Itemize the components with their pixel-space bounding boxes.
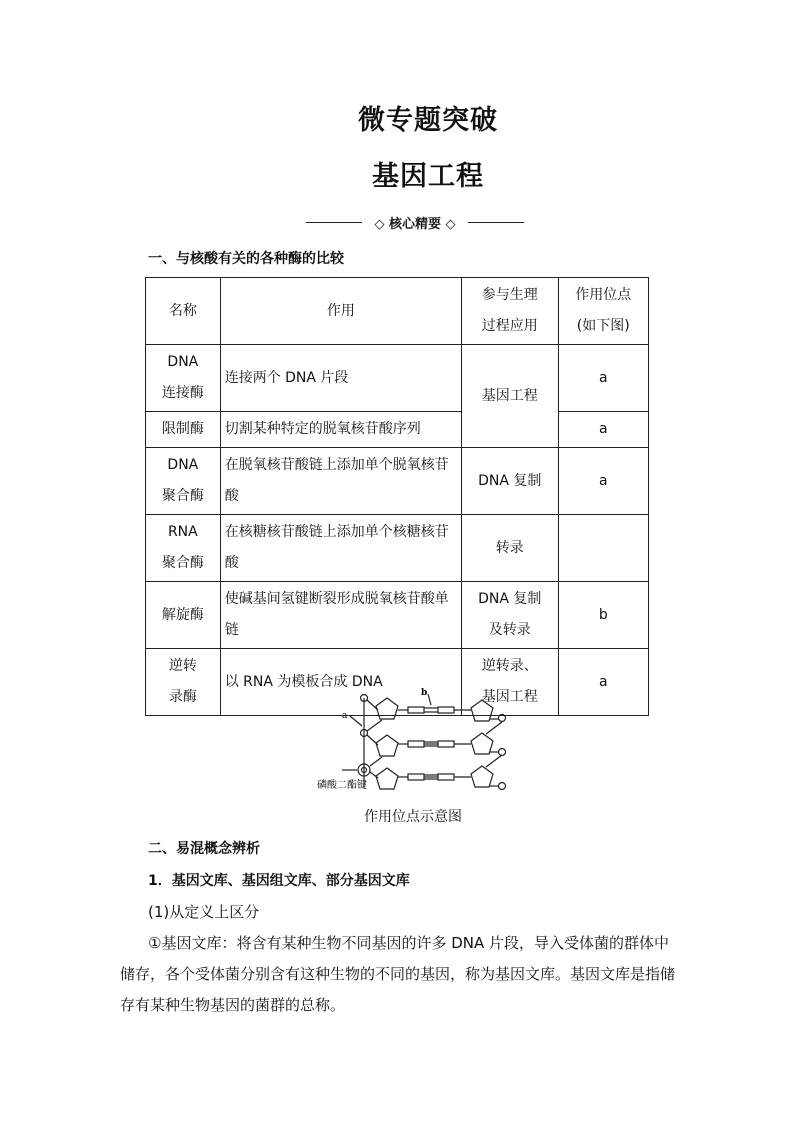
name-line1: 逆转 xyxy=(168,658,197,674)
phosphate xyxy=(499,749,506,756)
cell-site: a xyxy=(558,345,648,412)
name-line2: 录酶 xyxy=(168,689,197,705)
cell-function: 连接两个 DNA 片段 xyxy=(220,345,461,412)
table-row xyxy=(146,412,649,448)
label-bond: 磷酸二酯键 xyxy=(317,780,367,791)
arrow-a xyxy=(350,716,362,726)
table-row xyxy=(146,515,649,582)
sugar-pentagon xyxy=(471,733,493,754)
cell-function: 以 RNA 为模板合成 DNA xyxy=(220,649,461,716)
name-line1: RNA xyxy=(167,524,198,540)
page-title: 微专题突破 xyxy=(358,105,498,136)
cell-name xyxy=(146,515,221,582)
figure-caption: 作用位点示意图 xyxy=(364,809,462,825)
process-line2: 基因工程 xyxy=(481,689,538,705)
divider-label: ◇ 核心精要 ◇ xyxy=(374,217,456,232)
sugar-pentagon xyxy=(376,698,398,719)
table-header-row xyxy=(146,278,649,345)
label-b: b xyxy=(421,688,428,698)
divider-line-left xyxy=(306,222,362,223)
cell-name: 解旋酶 xyxy=(146,582,221,649)
cell-function: 切割某种特定的脱氧核苷酸序列 xyxy=(220,412,461,448)
cell-name xyxy=(146,649,221,716)
item1-subheading: (1)从定义上区分 xyxy=(148,903,260,921)
cell-process: DNA 复制 xyxy=(462,448,559,515)
process-line1: 逆转录、 xyxy=(481,658,538,674)
phosphate xyxy=(499,715,506,722)
sugar-pentagon xyxy=(471,700,493,721)
process-line2: 及转录 xyxy=(488,622,531,638)
name-line2: 连接酶 xyxy=(161,385,204,401)
section2-heading: 二、易混概念辨析 xyxy=(148,841,260,857)
cell-site: b xyxy=(558,582,648,649)
name-line1: DNA xyxy=(167,457,199,473)
phosphate xyxy=(499,783,506,790)
table-row xyxy=(146,345,649,412)
label-a: a xyxy=(342,711,348,721)
header-site xyxy=(558,278,648,345)
divider-line-right xyxy=(468,222,524,223)
sugar-pentagon xyxy=(471,766,493,787)
header-process xyxy=(462,278,559,345)
item1-paragraph: ①基因文库：将含有某种生物不同基因的许多 DNA 片段，导入受体菌的群体中储存，各个受体菌分别含有这种生物的不同的基因，称为基因文库。基因文库是指储存有某种生物基因的菌群的总称。 xyxy=(120,934,676,1014)
cell-process xyxy=(462,582,559,649)
header-process-line1: 参与生理 xyxy=(481,287,538,303)
cell-process: 基因工程 xyxy=(462,345,559,448)
section-divider xyxy=(306,212,524,232)
section1-heading: 一、与核酸有关的各种酶的比较 xyxy=(148,251,344,267)
cell-site xyxy=(558,515,648,582)
cell-function: 使碱基间氢键断裂形成脱氧核苷酸单链 xyxy=(220,582,461,649)
cell-function: 在核糖核苷酸链上添加单个核糖核苷酸 xyxy=(220,515,461,582)
name-line2: 聚合酶 xyxy=(161,555,204,571)
name-line1: DNA xyxy=(167,354,199,370)
header-function: 作用 xyxy=(220,278,461,345)
cell-site: a xyxy=(558,649,648,716)
cell-site: a xyxy=(558,412,648,448)
enzyme-comparison-table xyxy=(145,277,649,716)
header-site-line2: (如下图) xyxy=(576,318,630,334)
table-row xyxy=(146,448,649,515)
header-site-line1: 作用位点 xyxy=(575,287,632,303)
enzyme-site-diagram xyxy=(312,688,522,796)
header-process-line2: 过程应用 xyxy=(481,318,538,334)
process-line1: DNA 复制 xyxy=(478,591,542,607)
table-row xyxy=(146,582,649,649)
arrow-b xyxy=(428,694,431,705)
item1-heading: 1．基因文库、基因组文库、部分基因文库 xyxy=(148,873,410,889)
page-subtitle: 基因工程 xyxy=(372,161,484,192)
cell-process: 转录 xyxy=(462,515,559,582)
cell-name xyxy=(146,345,221,412)
sugar-pentagon xyxy=(376,735,398,756)
sugar-pentagon xyxy=(376,768,398,789)
name-line2: 聚合酶 xyxy=(161,488,204,504)
cell-site: a xyxy=(558,448,648,515)
cell-function: 在脱氧核苷酸链上添加单个脱氧核苷酸 xyxy=(220,448,461,515)
cell-name: 限制酶 xyxy=(146,412,221,448)
header-name: 名称 xyxy=(146,278,221,345)
cell-name xyxy=(146,448,221,515)
